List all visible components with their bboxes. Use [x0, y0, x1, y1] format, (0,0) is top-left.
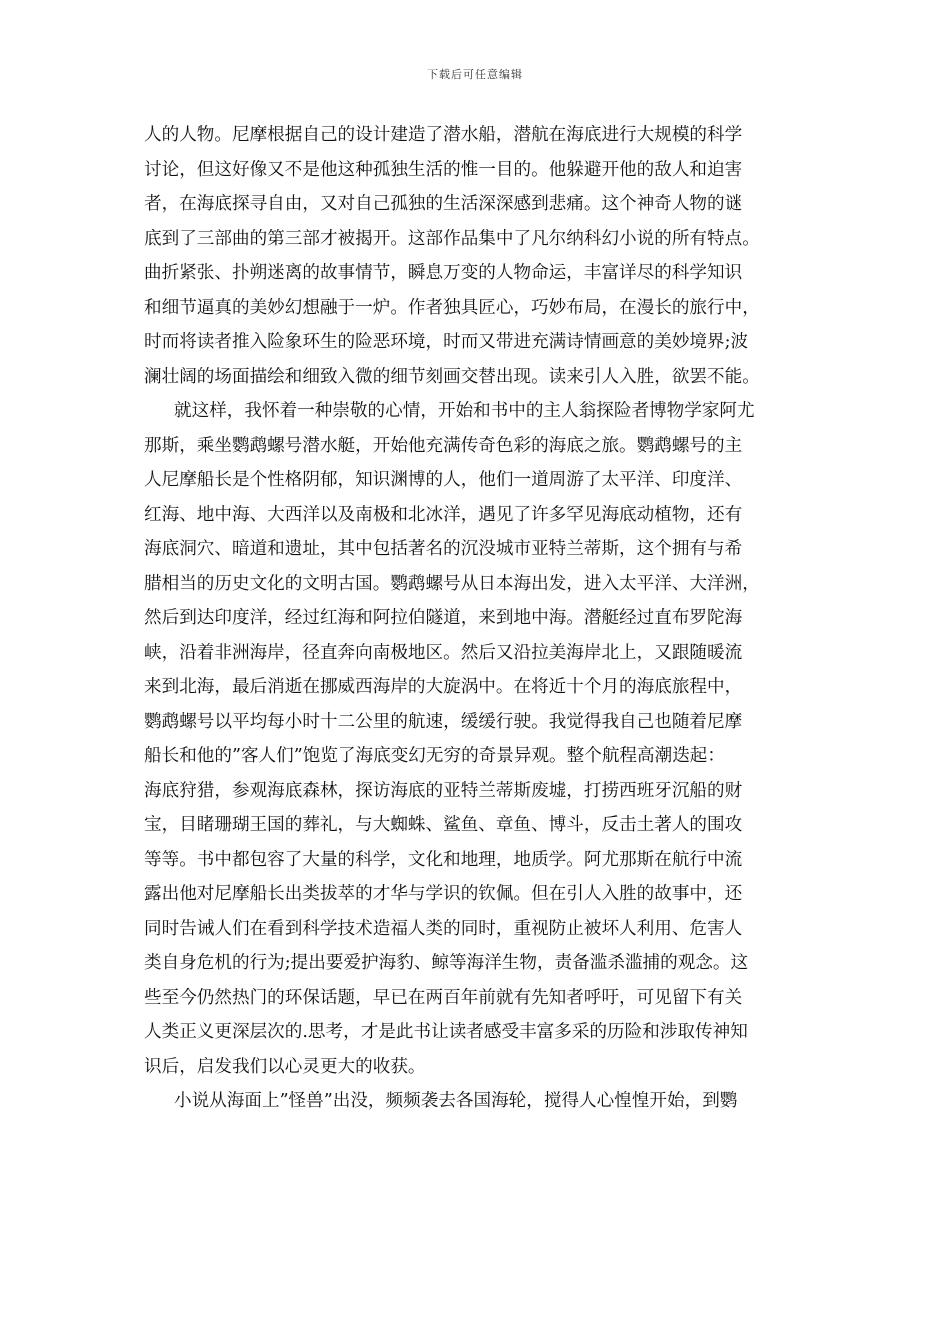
text-line: 海底狩猎，参观海底森林，探访海底的亚特兰蒂斯废墟，打捞西班牙沉船的财 — [144, 780, 743, 801]
text-line: 人尼摩船长是个性格阴郁，知识渊博的人，他们一道周游了太平洋、印度洋、 — [144, 470, 743, 490]
text-line: 海底洞穴、暗道和遗址，其中包括著名的沉没城市亚特兰蒂斯，这个拥有与希 — [144, 539, 743, 559]
text-line: 等等。书中都包容了大量的科学，文化和地理，地质学。阿尤那斯在航行中流 — [144, 849, 743, 870]
text-line: 底到了三部曲的第三部才被揭开。这部作品集中了凡尔纳科幻小说的所有特点。 — [144, 228, 760, 249]
text-line: 人类正义更深层次的.思考，才是此书让读者感受丰富多采的历险和涉取传神知 — [144, 1022, 748, 1042]
text-line: 船长和他的”客人们”饱览了海底变幻无穷的奇景异观。整个航程高潮迭起： — [144, 746, 725, 766]
body-text — [144, 118, 814, 1119]
text-line: 同时告诫人们在看到科学技术造福人类的同时，重视防止被坏人利用、危害人 — [144, 918, 743, 939]
page-header: 下载后可任意编辑 — [427, 68, 523, 81]
text-line: 些至今仍然热门的环保话题，早已在两百年前就有先知者呼吁，可见留下有关 — [144, 987, 743, 1008]
text-line: 就这样，我怀着一种崇敬的心情，开始和书中的主人翁探险者博物学家阿尤 — [174, 401, 755, 421]
text-line: 小说从海面上”怪兽”出没，频频袭去各国海轮，搅得人心惶惶开始，到鹦 — [174, 1091, 738, 1111]
text-line: 宝，目睹珊瑚王国的葬礼，与大蜘蛛、鲨鱼、章鱼、博斗，反击土著人的围攻 — [144, 815, 743, 835]
text-line: 类自身危机的行为;提出要爱护海豹、鲸等海洋生物，责备滥杀滥捕的观念。这 — [144, 953, 749, 973]
text-line: 曲折紧张、扑朔迷离的故事情节，瞬息万变的人物命运，丰富详尽的科学知识 — [144, 263, 743, 283]
text-line: 然后到达印度洋，经过红海和阿拉伯隧道，来到地中海。潜艇经过直布罗陀海 — [144, 608, 743, 628]
text-line: 讨论，但这好像又不是他这种孤独生活的惟一目的。他躲避开他的敌人和迫害 — [144, 159, 743, 180]
text-line: 澜壮阔的场面描绘和细致入微的细节刻画交替出现。读来引人入胜，欲罢不能。 — [144, 366, 760, 387]
text-line: 鹦鹉螺号以平均每小时十二公里的航速，缓缓行驶。我觉得我自己也随着尼摩 — [144, 711, 743, 732]
text-line: 峡，沿着非洲海岸，径直奔向南极地区。然后又沿拉美海岸北上，又跟随暖流 — [144, 642, 743, 663]
text-line: 来到北海，最后消逝在挪威西海岸的大旋涡中。在将近十个月的海底旅程中， — [144, 677, 743, 697]
text-line: 人的人物。尼摩根据自己的设计建造了潜水船，潜航在海底进行大规模的科学 — [144, 125, 743, 145]
text-line: 者，在海底探寻自由，又对自己孤独的生活深深感到悲痛。这个神奇人物的谜 — [144, 194, 743, 214]
text-line: 腊相当的历史文化的文明古国。鹦鹉螺号从日本海出发，进入太平洋、大洋洲， — [144, 573, 760, 594]
text-line: 识后，启发我们以心灵更大的收获。 — [144, 1056, 426, 1077]
text-line: 那斯，乘坐鹦鹉螺号潜水艇，开始他充满传奇色彩的海底之旅。鹦鹉螺号的主 — [144, 435, 743, 456]
text-line: 时而将读者推入险象环生的险恶环境，时而又带进充满诗情画意的美妙境界;波 — [144, 332, 749, 352]
text-line: 露出他对尼摩船长出类拔萃的才华与学识的钦佩。但在引人入胜的故事中，还 — [144, 884, 743, 904]
text-line: 和细节逼真的美妙幻想融于一炉。作者独具匠心，巧妙布局，在漫长的旅行中， — [144, 297, 760, 318]
text-line: 红海、地中海、大西洋以及南极和北冰洋，遇见了许多罕见海底动植物，还有 — [144, 504, 743, 525]
